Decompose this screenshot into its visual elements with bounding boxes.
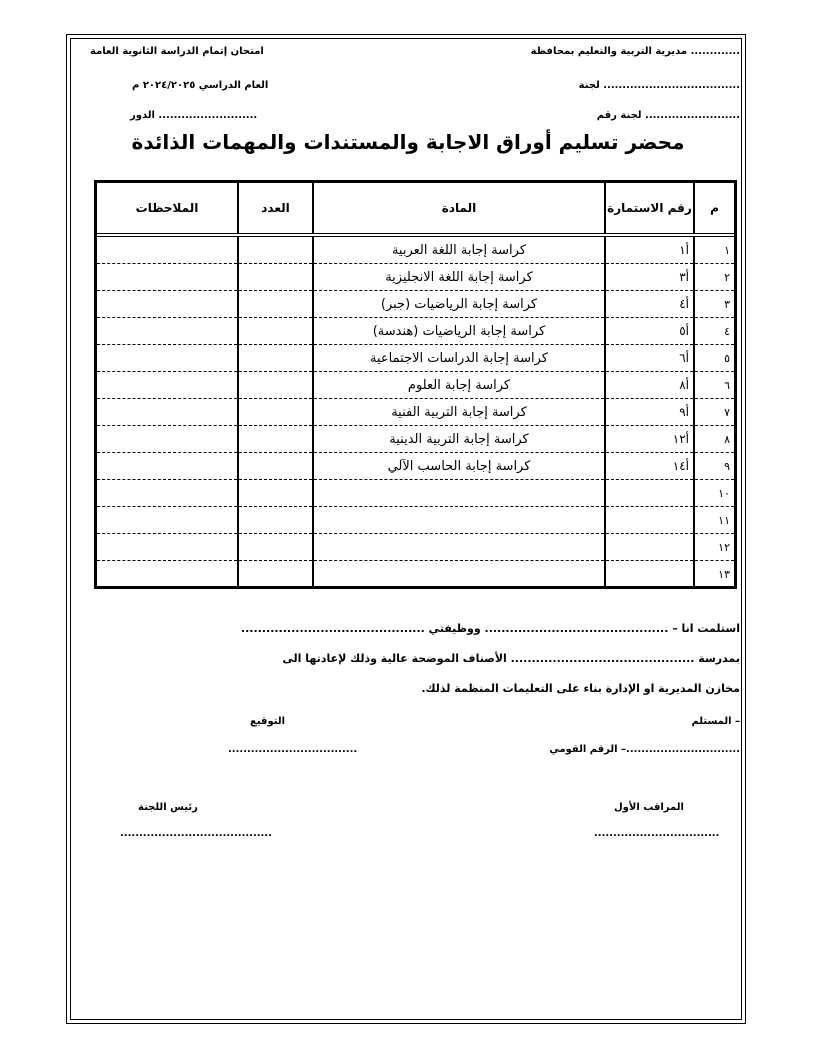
row-notes <box>97 345 238 372</box>
table-row <box>97 453 734 480</box>
table-row <box>97 235 734 264</box>
row-notes <box>97 480 238 507</box>
header-notes: الملاحظات <box>97 183 238 235</box>
row-form-number: أ١٢ <box>605 426 694 453</box>
items-table <box>94 180 737 589</box>
row-form-number <box>605 534 694 561</box>
row-subject: كراسة إجابة التربية الدينية <box>313 426 605 453</box>
row-form-number <box>605 561 694 588</box>
row-count <box>238 345 313 372</box>
table-row <box>97 561 734 588</box>
row-notes <box>97 534 238 561</box>
document-title: محضر تسليم أوراق الاجابة والمستندات والمهمات الذائدة <box>131 130 685 154</box>
row-index: ٨ <box>694 426 734 453</box>
exam-label: امتحان إتمام الدراسة الثانوية العامة <box>90 46 264 57</box>
table-row <box>97 345 734 372</box>
table-row <box>97 264 734 291</box>
row-subject: كراسة إجابة الرياضيات (جبر) <box>313 291 605 318</box>
row-notes <box>97 507 238 534</box>
row-count <box>238 291 313 318</box>
row-notes <box>97 453 238 480</box>
signature-line: .................................. <box>228 744 358 755</box>
first-observer-label: المراقب الأول <box>614 802 684 813</box>
table-row <box>97 372 734 399</box>
header-subject: المادة <box>313 183 605 235</box>
row-count <box>238 426 313 453</box>
row-form-number: أ٥ <box>605 318 694 345</box>
row-count <box>238 534 313 561</box>
signature-label: التوقيع <box>250 716 285 727</box>
directorate-label: مديرية التربية والتعليم بمحافظة ............. <box>530 46 740 57</box>
first-observer-line: ................................. <box>594 828 720 839</box>
row-count <box>238 453 313 480</box>
row-subject: كراسة إجابة اللغة الانجليزية <box>313 264 605 291</box>
row-notes <box>97 561 238 588</box>
row-notes <box>97 399 238 426</box>
committee-number-label: لجنة رقم ......................... <box>596 110 740 121</box>
row-count <box>238 318 313 345</box>
row-form-number: أ٨ <box>605 372 694 399</box>
committee-head-label: رئيس اللجنة <box>138 802 198 813</box>
header-count: العدد <box>238 183 313 235</box>
row-index: ١٠ <box>694 480 734 507</box>
row-form-number <box>605 507 694 534</box>
table-row <box>97 534 734 561</box>
row-subject <box>313 534 605 561</box>
row-subject: كراسة إجابة الرياضيات (هندسة) <box>313 318 605 345</box>
row-notes <box>97 318 238 345</box>
row-subject <box>313 507 605 534</box>
committee-head-line: ........................................ <box>120 828 272 839</box>
row-count <box>238 372 313 399</box>
row-form-number: أ٣ <box>605 264 694 291</box>
row-subject <box>313 561 605 588</box>
row-index: ١٢ <box>694 534 734 561</box>
row-form-number: أ١ <box>605 235 694 264</box>
row-index: ٧ <box>694 399 734 426</box>
row-subject: كراسة إجابة اللغة العربية <box>313 235 605 264</box>
receipt-line-1: استلمت انا – ............................................ ووظيفتي ............................................ <box>240 622 740 635</box>
row-subject: كراسة إجابة العلوم <box>313 372 605 399</box>
row-count <box>238 507 313 534</box>
academic-year-label: العام الدراسي ٢٠٢٤/٢٠٢٥ م <box>132 80 269 91</box>
row-subject: كراسة إجابة الدراسات الاجتماعية <box>313 345 605 372</box>
committee-label: لجنة .................................... <box>578 80 740 91</box>
receiver-label: المستلم – <box>691 716 740 727</box>
row-count <box>238 399 313 426</box>
row-notes <box>97 235 238 264</box>
row-index: ١٣ <box>694 561 734 588</box>
row-index: ٦ <box>694 372 734 399</box>
row-count <box>238 235 313 264</box>
row-subject: كراسة إجابة التربية الفنية <box>313 399 605 426</box>
national-id-label: الرقم القومي –.............................. <box>549 744 740 755</box>
table-row <box>97 318 734 345</box>
row-form-number <box>605 480 694 507</box>
row-count <box>238 561 313 588</box>
table-row <box>97 399 734 426</box>
row-index: ٢ <box>694 264 734 291</box>
table-row <box>97 507 734 534</box>
row-index: ٣ <box>694 291 734 318</box>
row-form-number: أ٦ <box>605 345 694 372</box>
table-header-row <box>97 183 734 235</box>
row-notes <box>97 372 238 399</box>
row-notes <box>97 426 238 453</box>
receipt-line-2: بمدرسة ............................................ الأصناف الموضحة عالية وذلك لإعادتها الى <box>282 652 740 665</box>
row-index: ٤ <box>694 318 734 345</box>
row-index: ١ <box>694 235 734 264</box>
row-form-number: أ١٤ <box>605 453 694 480</box>
row-index: ٩ <box>694 453 734 480</box>
row-count <box>238 264 313 291</box>
row-subject: كراسة إجابة الحاسب الآلي <box>313 453 605 480</box>
row-form-number: أ٩ <box>605 399 694 426</box>
table-row <box>97 291 734 318</box>
row-notes <box>97 291 238 318</box>
row-index: ٥ <box>694 345 734 372</box>
row-form-number: أ٤ <box>605 291 694 318</box>
receipt-line-3: مخازن المديرية او الإدارة بناء على التعليمات المنظمة لذلك. <box>421 682 740 695</box>
row-index: ١١ <box>694 507 734 534</box>
row-subject <box>313 480 605 507</box>
row-notes <box>97 264 238 291</box>
round-label: الدور .......................... <box>130 110 258 121</box>
row-count <box>238 480 313 507</box>
header-form-number: رقم الاستمارة <box>605 183 694 235</box>
table-row <box>97 480 734 507</box>
table-row <box>97 426 734 453</box>
header-index: م <box>694 183 734 235</box>
